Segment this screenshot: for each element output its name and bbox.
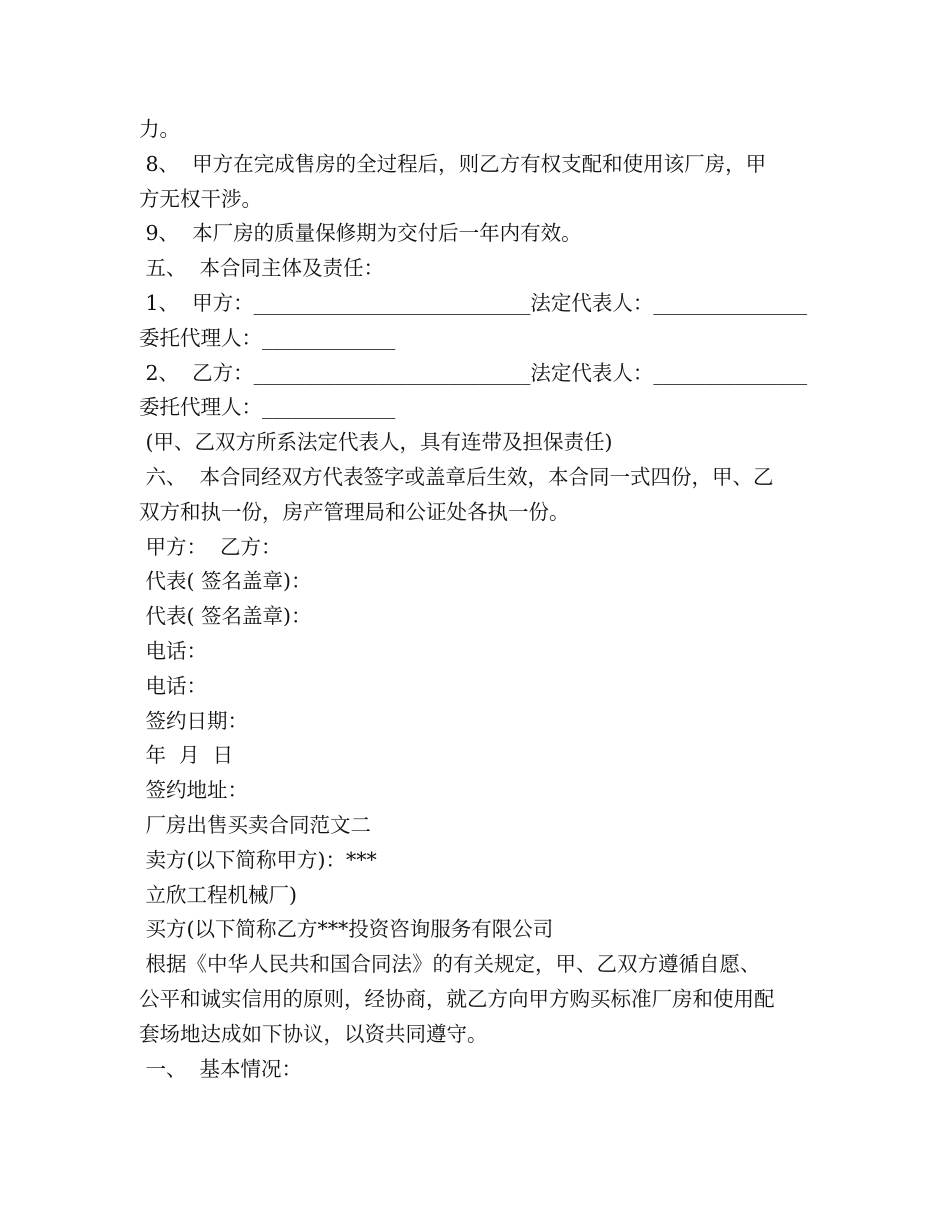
document-subtitle: 厂房出售买卖合同范文二 (139, 812, 372, 837)
signature-line: 签约日期： (139, 708, 249, 733)
text-line: (甲、乙双方所系法定代表人，具有连带及担保责任) (139, 430, 613, 455)
text-line: 9、 本厂房的质量保修期为交付后一年内有效。 (139, 221, 582, 246)
text-line: 2、 乙方：___________________________法定代表人：_______________ (139, 360, 808, 385)
text-line: 委托代理人：_____________ (139, 325, 396, 350)
document-body (139, 112, 819, 1086)
text-line: 六、 本合同经双方代表签字或盖章后生效，本合同一式四份，甲、乙 (139, 464, 774, 489)
text-line: 8、 甲方在完成售房的全过程后，则乙方有权支配和使用该厂房，甲 (139, 151, 767, 176)
text-line: 买方(以下简称乙方***投资咨询服务有限公司 (139, 917, 554, 942)
signature-line: 代表( 签名盖章)： (139, 569, 312, 594)
section-heading: 五、 本合同主体及责任： (139, 256, 385, 281)
text-line: 1、 甲方：___________________________法定代表人：_______________ (139, 290, 808, 315)
text-line: 力。 (139, 117, 180, 141)
signature-line: 电话： (139, 638, 208, 663)
text-line: 委托代理人：_____________ (139, 395, 396, 420)
signature-line: 甲方： 乙方： (139, 534, 282, 559)
text-line: 卖方(以下简称甲方)：*** (139, 847, 377, 872)
text-line: 方无权干涉。 (139, 186, 262, 211)
text-line: 立欣工程机械厂) (139, 882, 298, 907)
text-line: 根据《中华人民共和国合同法》的有关规定，甲、乙双方遵循自愿、 (139, 952, 761, 977)
text-line: 双方和执一份，房产管理局和公证处各执一份。 (139, 499, 570, 524)
text-line: 公平和诚实信用的原则，经协商，就乙方向甲方购买标准厂房和使用配 (139, 986, 775, 1011)
text-line: 套场地达成如下协议，以资共同遵守。 (139, 1021, 488, 1046)
signature-line: 代表( 签名盖章)： (139, 604, 312, 629)
signature-line: 签约地址： (139, 778, 249, 803)
signature-line: 年 月 日 (139, 743, 234, 768)
signature-line: 电话： (139, 673, 208, 698)
section-heading: 一、 基本情况： (139, 1056, 303, 1081)
